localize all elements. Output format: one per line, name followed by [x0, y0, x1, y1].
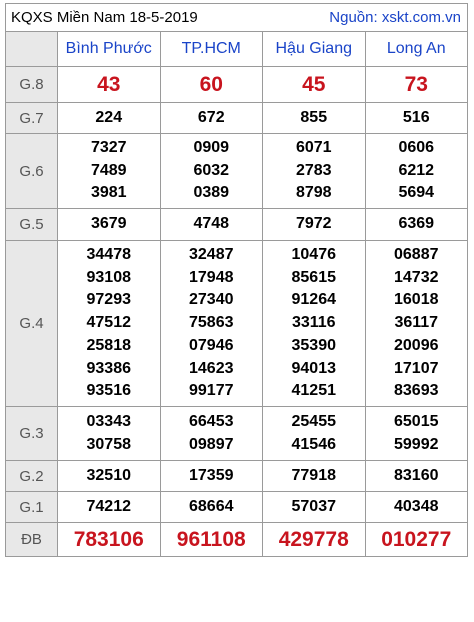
result-number: 47512 — [86, 314, 131, 332]
prize-label: ĐB — [6, 523, 58, 557]
result-cell — [160, 241, 263, 407]
result-cell — [365, 241, 468, 407]
result-number: 3981 — [90, 184, 127, 202]
result-cell — [263, 134, 366, 209]
title-bar — [5, 3, 468, 31]
prize-label: G.1 — [6, 492, 58, 523]
result-number: 17359 — [189, 466, 234, 484]
result-cell — [365, 134, 468, 209]
result-number: 10476 — [291, 245, 336, 263]
result-number: 16018 — [394, 291, 439, 309]
result-cell — [263, 67, 366, 103]
result-number: 6212 — [398, 161, 435, 179]
result-cell — [58, 241, 161, 407]
result-cell — [263, 492, 366, 523]
result-cell — [160, 134, 263, 209]
prize-rows — [6, 67, 468, 557]
result-cell — [365, 103, 468, 134]
result-cell — [160, 492, 263, 523]
result-number: 25818 — [86, 336, 131, 354]
result-number: 36117 — [394, 314, 439, 332]
result-number: 09897 — [189, 435, 234, 453]
prize-row — [6, 67, 468, 103]
prize-label: G.2 — [6, 461, 58, 492]
result-number: 14623 — [189, 359, 234, 377]
result-number: 516 — [402, 108, 430, 126]
result-number: 03343 — [86, 412, 131, 430]
province-header: TP.HCM — [160, 32, 263, 67]
result-cell — [160, 209, 263, 241]
result-number: 45 — [302, 72, 326, 96]
result-number: 429778 — [278, 527, 349, 551]
result-number: 672 — [197, 108, 225, 126]
result-number: 0909 — [193, 138, 230, 156]
result-cell — [58, 492, 161, 523]
result-number: 855 — [300, 108, 328, 126]
result-cell — [365, 523, 468, 557]
result-number: 83160 — [394, 466, 439, 484]
result-number: 35390 — [291, 336, 336, 354]
lottery-results-sheet — [5, 3, 468, 557]
result-number: 66453 — [189, 412, 234, 430]
result-number: 8798 — [295, 184, 332, 202]
result-number: 07946 — [189, 336, 234, 354]
prize-row — [6, 523, 468, 557]
result-cell — [263, 461, 366, 492]
result-cell — [58, 209, 161, 241]
result-number: 74212 — [86, 497, 131, 515]
prize-row — [6, 209, 468, 241]
result-number: 6032 — [193, 161, 230, 179]
result-number: 91264 — [291, 291, 336, 309]
result-cell — [160, 103, 263, 134]
result-number: 41251 — [291, 382, 336, 400]
result-number: 010277 — [381, 527, 452, 551]
result-number: 75863 — [189, 314, 234, 332]
result-number: 783106 — [73, 527, 144, 551]
result-number: 14732 — [394, 268, 439, 286]
result-number: 85615 — [291, 268, 336, 286]
result-cell — [160, 461, 263, 492]
result-number: 57037 — [291, 497, 336, 515]
province-header: Bình Phước — [58, 32, 161, 67]
result-number: 0389 — [193, 184, 230, 202]
source-link[interactable]: Nguồn: xskt.com.vn — [329, 9, 461, 26]
prize-row — [6, 461, 468, 492]
result-number: 32510 — [86, 466, 131, 484]
result-number: 17107 — [394, 359, 439, 377]
result-number: 7327 — [90, 138, 127, 156]
result-number: 7489 — [90, 161, 127, 179]
result-number: 93516 — [86, 382, 131, 400]
result-number: 83693 — [394, 382, 439, 400]
prize-label: G.3 — [6, 407, 58, 461]
results-table — [5, 31, 468, 557]
result-cell — [263, 209, 366, 241]
result-cell — [58, 103, 161, 134]
result-number: 65015 — [394, 412, 439, 430]
result-number: 73 — [404, 72, 428, 96]
result-number: 93386 — [86, 359, 131, 377]
result-number: 59992 — [394, 435, 439, 453]
result-cell — [263, 407, 366, 461]
result-number: 961108 — [176, 527, 246, 551]
result-cell — [58, 134, 161, 209]
result-number: 94013 — [291, 359, 336, 377]
result-number: 97293 — [86, 291, 131, 309]
result-number: 43 — [97, 72, 121, 96]
result-cell — [58, 461, 161, 492]
result-number: 32487 — [189, 245, 234, 263]
prize-row — [6, 492, 468, 523]
result-number: 77918 — [291, 466, 336, 484]
result-number: 0606 — [398, 138, 435, 156]
province-header: Long An — [365, 32, 468, 67]
result-cell — [365, 67, 468, 103]
result-number: 6071 — [295, 138, 332, 156]
result-number: 2783 — [295, 161, 332, 179]
prize-row — [6, 103, 468, 134]
prize-label: G.5 — [6, 209, 58, 241]
result-cell — [58, 523, 161, 557]
result-cell — [160, 523, 263, 557]
result-cell — [160, 407, 263, 461]
corner-cell — [6, 32, 58, 67]
result-number: 41546 — [291, 435, 336, 453]
result-number: 99177 — [189, 382, 234, 400]
result-cell — [365, 492, 468, 523]
result-cell — [58, 407, 161, 461]
result-number: 5694 — [398, 184, 435, 202]
result-number: 93108 — [86, 268, 131, 286]
prize-row — [6, 241, 468, 407]
result-number: 06887 — [394, 245, 439, 263]
result-number: 40348 — [394, 497, 439, 515]
prize-row — [6, 134, 468, 209]
result-number: 224 — [95, 108, 123, 126]
result-cell — [365, 407, 468, 461]
result-number: 4748 — [193, 215, 230, 233]
result-cell — [263, 523, 366, 557]
result-number: 7972 — [295, 215, 332, 233]
province-header-row — [6, 32, 468, 67]
prize-label: G.7 — [6, 103, 58, 134]
result-number: 33116 — [291, 314, 336, 332]
result-number: 30758 — [86, 435, 131, 453]
result-cell — [263, 103, 366, 134]
prize-label: G.8 — [6, 67, 58, 103]
result-number: 25455 — [291, 412, 336, 430]
result-number: 27340 — [189, 291, 234, 309]
result-number: 17948 — [189, 268, 234, 286]
prize-label: G.4 — [6, 241, 58, 407]
page-title: KQXS Miền Nam 18-5-2019 — [11, 9, 198, 26]
result-number: 20096 — [394, 336, 439, 354]
result-number: 68664 — [189, 497, 234, 515]
result-cell — [263, 241, 366, 407]
prize-label: G.6 — [6, 134, 58, 209]
result-cell — [160, 67, 263, 103]
prize-row — [6, 407, 468, 461]
result-number: 6369 — [398, 215, 435, 233]
result-cell — [58, 67, 161, 103]
result-cell — [365, 209, 468, 241]
result-cell — [365, 461, 468, 492]
result-number: 3679 — [90, 215, 127, 233]
result-number: 60 — [199, 72, 223, 96]
province-header: Hậu Giang — [263, 32, 366, 67]
result-number: 34478 — [86, 245, 131, 263]
